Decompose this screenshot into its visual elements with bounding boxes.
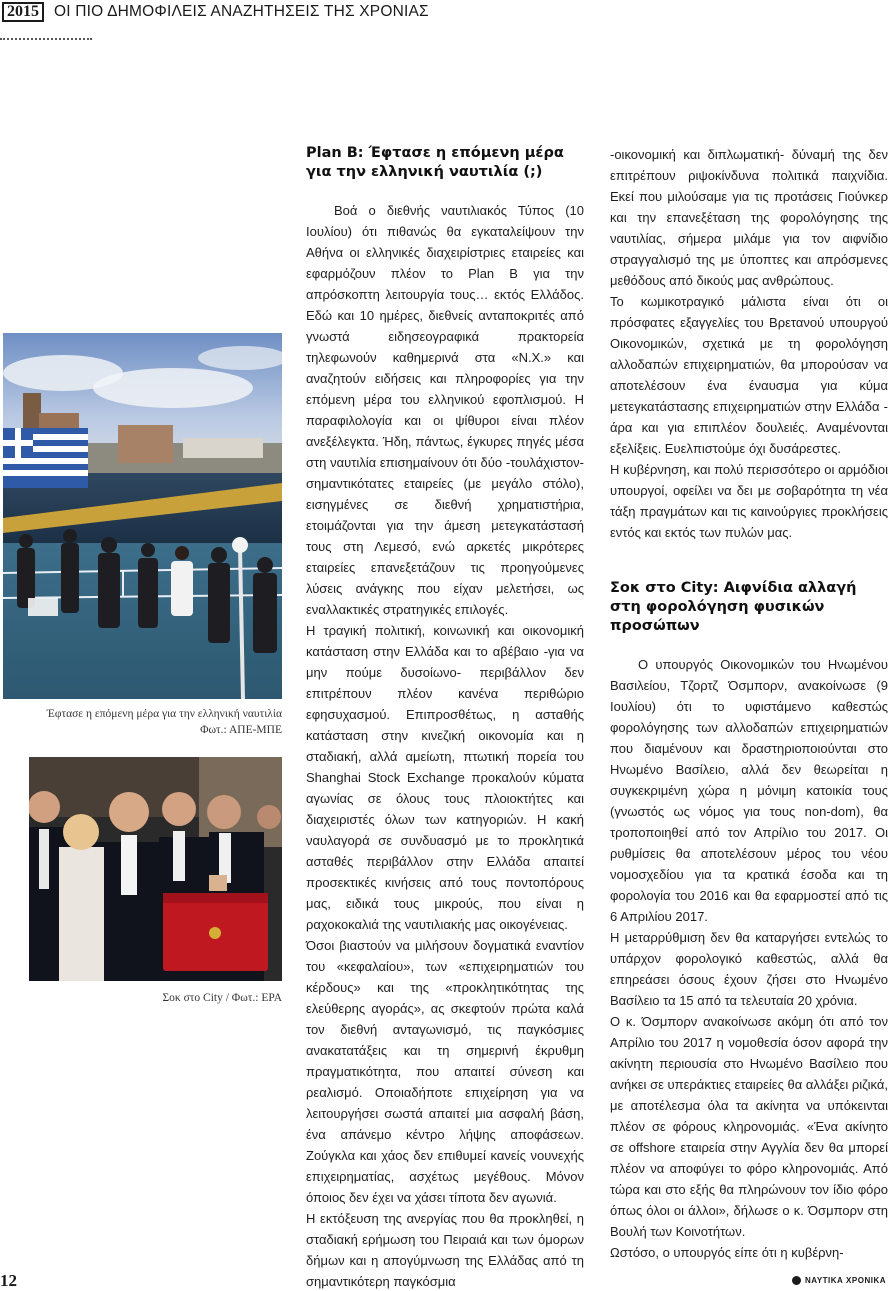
article-plan-b-paragraph-1: Βοά ο διεθνής ναυτιλιακός Τύπος (10 Ιουλίου) ότι πιθανώς θα εγκαταλείψουν την Αθήνα οι ελληνικές διαχειρίστριες εταιρείες και εφαρμόζουν πλέον το Plan B για την απρόσκοπτη λειτουργία τους… εκτός Ελλάδος. Εδώ και 10 ημέρες, διεθνείς ανταποκριτές από γνωστά ειδησεογραφικά πρακτορεία τηλεφωνούν καθημερινά στα «Ν.Χ.» και αναζητούν ειδήσεις και πληροφορίες για την επόμενη μέρα του ελληνικού εφοπλισμού. Η παραφιλολογία και οι ψίθυροι είναι πλέον ανεξέλεγκτα. Ήδη, πάντως, έγκυρες πηγές μέσα στη ναυτιλία επισημαίνουν ότι δύο -τουλάχιστον- σημαντικότατες εταιρείες (με μεγάλο στόλο), εισηγμένες σε διεθνή χρηματιστήρια, ετοιμάζονται για την άμεση μετεγκατάστασή τους στη Λεμεσό, ενώ αρκετές μικρότερες εταιρείες επανεξετάζουν τις προηγούμενες λύσεις ανάγκης που είχαν μελετήσει, ως εναλλακτικές στρατηγικές επιλογές. xyxy=(306,203,584,617)
page-number: 12 xyxy=(0,1271,17,1290)
city-photo-illustration xyxy=(29,757,282,981)
article-city-paragraph-2: Η μεταρρύθμιση δεν θα καταργήσει εντελώς το υπάρχον φορολογικό καθεστώς, αλλά θα επηρεάσει όσους έχουν ζήσει στο Ηνωμένο Βασίλειο τα 15 από τα τελευταία 20 χρόνια. xyxy=(610,930,888,1008)
article-city-paragraph-4: Ωστόσο, ο υπουργός είπε ότι η κυβέρνη- xyxy=(610,1245,844,1260)
article-plan-b-column-2 xyxy=(610,144,888,1263)
page-header xyxy=(0,0,890,28)
article-city-title: Σοκ στο City: Αιφνίδια αλλαγή στη φορολόγηση φυσικών προσώπων xyxy=(610,580,857,634)
publication-brand xyxy=(792,1276,886,1285)
section-title: ΟΙ ΠΙΟ ΔΗΜΟΦΙΛΕΙΣ ΑΝΑΖΗΤΗΣΕΙΣ ΤΗΣ ΧΡΟΝΙΑΣ xyxy=(54,3,429,20)
article-plan-b-paragraph-5: -οικονομική και διπλωματική- δύναμή της δεν επιτρέπουν ριψοκίνδυνα πολιτικά παιχνίδια. Εκεί που μιλούσαμε για τις προτάσεις Γιούνκερ και την επανεξέταση της φορολόγησης της ναυτιλίας, σήμερα μιλάμε για τον αιφνίδιο στραγγαλισμό της με ύποπτες και απρόσμενες μεθόδους από δικούς μας ανθρώπους. xyxy=(610,147,888,288)
brand-name: ΝΑΥΤΙΚΑ ΧΡΟΝΙΚΑ xyxy=(805,1276,886,1285)
article-plan-b-title: Plan B: Έφτασε η επόμενη μέρα για την ελληνική ναυτιλία (;) xyxy=(306,145,564,180)
article-plan-b-paragraph-3: Όσοι βιαστούν να μιλήσουν δογματικά εναντίον του «κεφαλαίου», των «επιχειρηματιών του κέρδους» και της «προκλητικότητας της ελεύθερης αγοράς», ας σκεφτούν πρώτα καλά τον διεθνή ανταγωνισμό, τις παγκόσμιες ανακατατάξεις και τη σημερινή έκρυθμη πραγματικότητα, που απαιτεί σύνεση και ρεαλισμό. Οποιαδήποτε επιχείρηση για να λειτουργήσει σωστά απαιτεί μια ασφαλή βάση, ένα απάνεμο κέντρο λήψης αποφάσεων. Ζούγκλα και χάος δεν επιθυμεί κανείς νουνεχής επιχειρηματίας, ασχέτως μεγέθους. Μόνον όποιος δεν έχει να χάσει τίποτα δεν αγωνιά. xyxy=(306,938,584,1205)
year-badge: 2015 xyxy=(2,2,44,22)
article-plan-b-paragraph-6: Το κωμικοτραγικό μάλιστα είναι ότι οι πρόσφατες εξαγγελίες του Βρετανού υπουργού Οικονομικών, σχετικά με τη φορολόγηση αλλοδαπών επιχειρηματιών, θα μπορούσαν να αποτελέσουν ένα έναυσμα για κύμα μετεγκατάστασης επιχειρηματιών στην Ελλάδα - άρα και για επιπλέον δουλειές. Αναμένονται εξελίξεις. Ευελπιστούμε όχι δυσάρεστες. xyxy=(610,294,888,456)
port-photo-illustration xyxy=(3,333,282,699)
brand-logo-icon xyxy=(792,1276,801,1285)
port-photo xyxy=(3,333,282,699)
city-photo-caption: Σοκ στο City / Φωτ.: EPA xyxy=(162,992,282,1004)
city-photo xyxy=(29,757,282,981)
article-city-paragraph-1: Ο υπουργός Οικονομικών του Ηνωμένου Βασιλείου, Τζορτζ Όσμπορν, ανακοίνωσε (9 Ιουλίου) ότι το υφιστάμενο καθεστώς φορολόγησης των αλλοδαπών επιχειρηματιών που διαμένουν και δραστηριοποιούνται στο Ηνωμένο Βασίλειο, αλλά δεν θεωρείται η συγκεκριμένη χώρα η μόνιμη κατοικία τους (γνωστός ως νόμος για τους non-dom), θα τροποποιηθεί από τον Απρίλιο του 2017. Οι ρυθμίσεις θα αποτελέσουν μέρος του νέου νομοσχεδίου για τα κρατικά έσοδα και τη φορολογία του 2016 και θα εφαρμοστεί από τις 6 Απριλίου 2017. xyxy=(610,657,888,924)
article-city-paragraph-3: Ο κ. Όσμπορν ανακοίνωσε ακόμη ότι από τον Απρίλιο του 2017 η νομοθεσία όσον αφορά την ακίνητη περιουσία στο Ηνωμένο Βασίλειο που ανήκει σε υπεράκτιες εταιρείες θα αλλάξει ριζικά, με αποτέλεσμα όλα τα ακίνητα να υπόκεινται πλέον σε φόρους κληρονομιάς. «Ένα ακίνητο σε offshore εταιρεία στην Αγγλία δεν θα μπορεί πλέον να αποφύγει το φόρο κληρονομιάς. Από τώρα και στο εξής θα πληρώνουν τον ίδιο φόρο όπως όλοι οι άλλοι», δήλωσε ο κ. Όσμπορν στη Βουλή των Κοινοτήτων. xyxy=(610,1014,888,1239)
port-photo-caption xyxy=(3,706,282,738)
article-plan-b-paragraph-2: Η τραγική πολιτική, κοινωνική και οικονομική κατάσταση στην Ελλάδα και το αβέβαιο -για να μην πούμε δυσοίωνο- περιβάλλον δεν επιτρέπουν πλέον κανένα περιθώριο εφησυχασμού. Επιπροσθέτως, η ασταθής κατάσταση στην κινεζική οικονομία και η σταδιακή, αλλά αμείωτη, πτωτική πορεία του Shanghai Stock Exchange προκαλούν κύματα αγωνίας σε όλους τους πλοιοκτήτες και διαχειριστές όλων των κατηγοριών. Η κακή ναυλαγορά σε συνδυασμό με το προκλητικά ασταθές περιβάλλον στην Ελλάδα απαιτεί προσεκτικές κινήσεις από τους ποντοπόρους μας, ειδικά τους μικρούς, που είναι η ραχοκοκαλιά της ναυτιλιακής μας οικογένειας. xyxy=(306,623,584,932)
port-caption-credit: Φωτ.: ΑΠΕ-ΜΠΕ xyxy=(200,724,282,736)
article-plan-b-paragraph-4: Η εκτόξευση της ανεργίας που θα προκληθεί, η σταδιακή ερήμωση του Πειραιά και των όμορων δήμων και η απογύμνωση της Ελλάδας από τη σημαντικότερη παγκόσμια xyxy=(306,1211,584,1289)
article-plan-b-column-1 xyxy=(306,144,584,1291)
header-divider xyxy=(0,38,92,40)
article-plan-b-paragraph-7: Η κυβέρνηση, και πολύ περισσότερο οι αρμόδιοι υπουργοί, οφείλει να δει με σοβαρότητα τη νέα τάξη πραγμάτων και τις καινούργιες προκλήσεις εντός και εκτός των πυλών μας. xyxy=(610,462,888,540)
port-caption-text: Έφτασε η επόμενη μέρα για την ελληνική ναυτιλία xyxy=(46,708,282,720)
